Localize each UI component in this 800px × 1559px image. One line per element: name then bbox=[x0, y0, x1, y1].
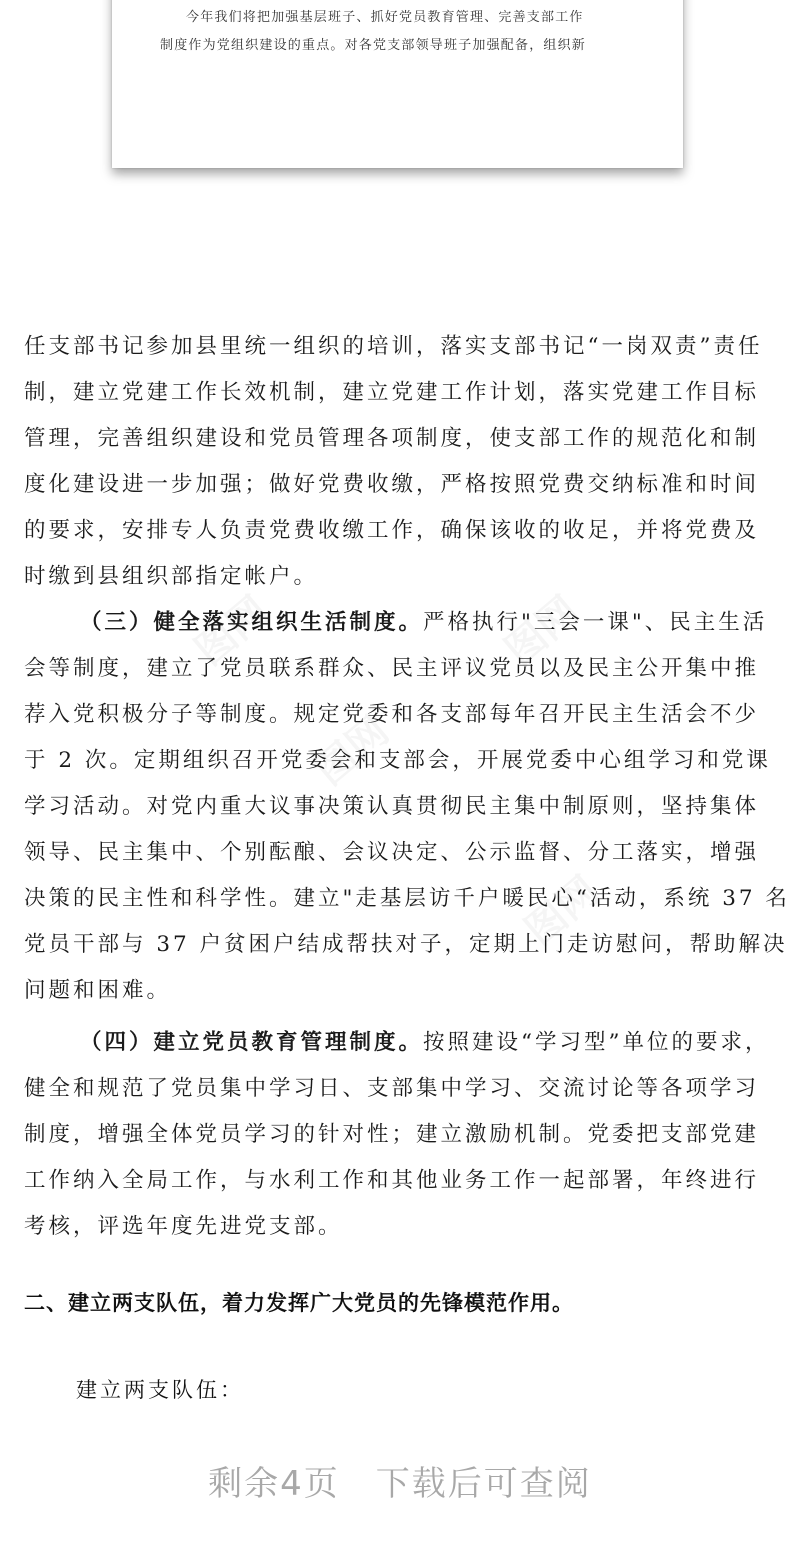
text-line: 制度，增强全体党员学习的针对性；建立激励机制。党委把支部党建 bbox=[24, 1122, 760, 1147]
text-line: 严格执行"三会一课"、民主生活 bbox=[423, 610, 768, 635]
text-line: 决策的民主性和科学性。建立"走基层访千户暖民心“活动，系统 37 名 bbox=[24, 886, 790, 911]
text-line: 荐入党积极分子等制度。规定党委和各支部每年召开民主生活会不少 bbox=[24, 702, 760, 727]
watermark: 图网 bbox=[306, 707, 398, 795]
paragraph-1 bbox=[24, 324, 776, 600]
text-line: 问题和困难。 bbox=[24, 978, 172, 1003]
watermark: 图网 bbox=[516, 867, 608, 955]
text-line: 领导、民主集中、个别酝酿、会议决定、公示监督、分工落实，增强 bbox=[24, 840, 760, 865]
text-line: 的要求，安排专人负责党费收缴工作，确保该收的收足，并将党费及 bbox=[24, 518, 760, 543]
text-line: 制，建立党建工作长效机制，建立党建工作计划，落实党建工作目标 bbox=[24, 380, 760, 405]
text-line: 按照建设“学习型”单位的要求， bbox=[423, 1030, 770, 1055]
download-prompt-link[interactable]: 剩余4页 下载后可查阅 bbox=[208, 1464, 592, 1504]
section-heading: 二、建立两支队伍，着力发挥广大党员的先锋模范作用。 bbox=[24, 1291, 574, 1315]
paragraph-first-line bbox=[24, 1020, 776, 1066]
text-line: 工作纳入全局工作，与水利工作和其他业务工作一起部署，年终进行 bbox=[24, 1168, 760, 1193]
text-line: 于 2 次。定期组织召开党委会和支部会，开展党委中心组学习和党课 bbox=[24, 748, 771, 773]
sub-heading: 建立两支队伍： bbox=[76, 1378, 244, 1402]
paragraph-heading: （三）健全落实组织生活制度。 bbox=[80, 610, 424, 635]
paragraph-2 bbox=[24, 600, 790, 1014]
paragraph-first-line bbox=[24, 600, 776, 646]
text-line: 学习活动。对党内重大议事决策认真贯彻民主集中制原则，坚持集体 bbox=[24, 794, 760, 819]
text-line: 党员干部与 37 户贫困户结成帮扶对子，定期上门走访慰问，帮助解决 bbox=[24, 932, 788, 957]
paragraph-3 bbox=[24, 1020, 776, 1250]
text-line: 任支部书记参加县里统一组织的培训，落实支部书记“一岗双责”责任 bbox=[24, 334, 763, 359]
previous-page-preview bbox=[112, 0, 683, 168]
text-line: 会等制度，建立了党员联系群众、民主评议党员以及民主公开集中推 bbox=[24, 656, 760, 681]
preview-line: 制度作为党组织建设的重点。对各党支部领导班子加强配备，组织新 bbox=[160, 38, 587, 53]
text-line: 时缴到县组织部指定帐户。 bbox=[24, 564, 319, 589]
preview-line: 今年我们将把加强基层班子、抓好党员教育管理、完善支部工作 bbox=[186, 10, 584, 25]
watermark: 图网 bbox=[496, 587, 588, 675]
text-line: 健全和规范了党员集中学习日、支部集中学习、交流讨论等各项学习 bbox=[24, 1076, 760, 1101]
text-line: 考核，评选年度先进党支部。 bbox=[24, 1214, 343, 1239]
watermark: 图网 bbox=[186, 587, 278, 675]
text-line: 管理，完善组织建设和党员管理各项制度，使支部工作的规范化和制 bbox=[24, 426, 760, 451]
paragraph-heading: （四）建立党员教育管理制度。 bbox=[80, 1030, 424, 1055]
text-line: 度化建设进一步加强；做好党费收缴，严格按照党费交纳标准和时间 bbox=[24, 472, 760, 497]
